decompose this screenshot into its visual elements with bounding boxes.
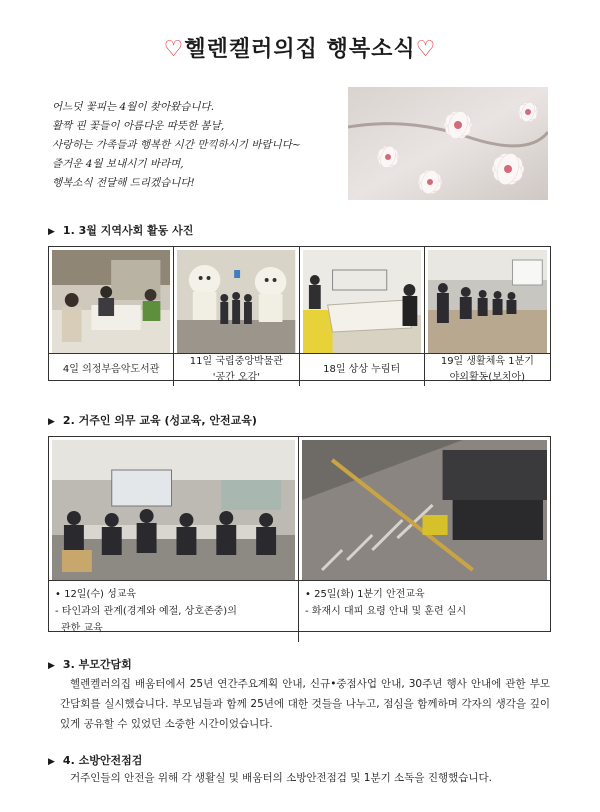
education-detail: - 타인과의 관계(경계와 예절, 상호존중)의 (55, 606, 237, 617)
section-heading (48, 412, 257, 428)
intro-line: 활짝 핀 꽃들이 아름다운 따뜻한 봄날, (52, 120, 225, 132)
library-photo (52, 250, 170, 353)
intro-greeting (52, 98, 352, 193)
education-description (49, 580, 298, 642)
photo-cell (425, 247, 550, 386)
intro-line: 사랑하는 가족들과 행복한 시간 만끽하시기 바랍니다~ (52, 139, 301, 151)
section-heading-text: 3. 부모간담회 (62, 658, 132, 671)
education-table (48, 436, 551, 632)
section-heading (48, 656, 132, 672)
cherry-blossom-image (348, 87, 548, 200)
photo-caption: 19일 생활체육 1분기 야외활동(보치아) (425, 353, 550, 386)
education-description (299, 580, 550, 642)
heart-icon: ♡ (163, 37, 185, 62)
section-heading-text: 1. 3월 지역사회 활동 사진 (62, 224, 194, 237)
heart-icon: ♡ (415, 37, 437, 62)
triangle-bullet-icon: ▶ (48, 661, 55, 671)
section-body: 거주인들의 안전을 위해 각 생활실 및 배움터의 소방안전점검 및 1분기 소독을 진행했습니다. (70, 772, 493, 784)
triangle-bullet-icon: ▶ (48, 757, 55, 767)
museum-photo (177, 250, 295, 353)
photo-caption: 18일 상상 누림터 (300, 353, 424, 386)
education-cell (299, 437, 550, 642)
section-body: 헬렌켈러의집 배움터에서 25년 연간주요계획 안내, 신규•중점사업 안내, 30주년 행사 안내에 관한 부모간담회를 실시했습니다. 부모님들과 함께 25년에 대한 것들을 나누고, 점심을 함께하며 각자의 생각을 깊이 있게 공유할 수 있었던 소중한 시간이었습니다. (60, 678, 550, 730)
sex-education-photo (52, 440, 295, 580)
education-date: • 12일(수) 성교육 (55, 589, 137, 600)
photo-caption: 11일 국립중앙박물관 '공간 오감' (174, 353, 298, 386)
section-heading-text: 2. 거주인 의무 교육 (성교육, 안전교육) (62, 414, 257, 427)
education-detail: - 화재시 대피 요령 안내 및 훈련 실시 (305, 606, 467, 617)
section-heading (48, 222, 193, 238)
title-text: 헬렌켈러의집 행복소식 (184, 37, 416, 62)
education-date: • 25일(화) 1분기 안전교육 (305, 589, 425, 600)
culture-space-photo (303, 250, 421, 353)
education-detail: 관한 교육 (61, 623, 103, 634)
intro-line: 행복소식 전달해 드리겠습니다! (52, 177, 195, 189)
section-heading-text: 4. 소방안전점검 (62, 754, 143, 767)
section-heading (48, 752, 142, 768)
photo-cell (174, 247, 299, 386)
intro-line: 어느덧 꽃피는 4월이 찾아왔습니다. (52, 101, 215, 113)
newsletter-title (0, 32, 600, 63)
activity-photo-table (48, 246, 551, 381)
safety-training-photo (302, 440, 547, 580)
triangle-bullet-icon: ▶ (48, 227, 55, 237)
intro-line: 즐거운 4월 보내시기 바라며, (52, 158, 184, 170)
photo-caption: 4일 의정부음악도서관 (49, 353, 173, 386)
boccia-photo (428, 250, 547, 353)
triangle-bullet-icon: ▶ (48, 417, 55, 427)
photo-cell (300, 247, 425, 386)
photo-cell (49, 247, 174, 386)
education-cell (49, 437, 299, 642)
